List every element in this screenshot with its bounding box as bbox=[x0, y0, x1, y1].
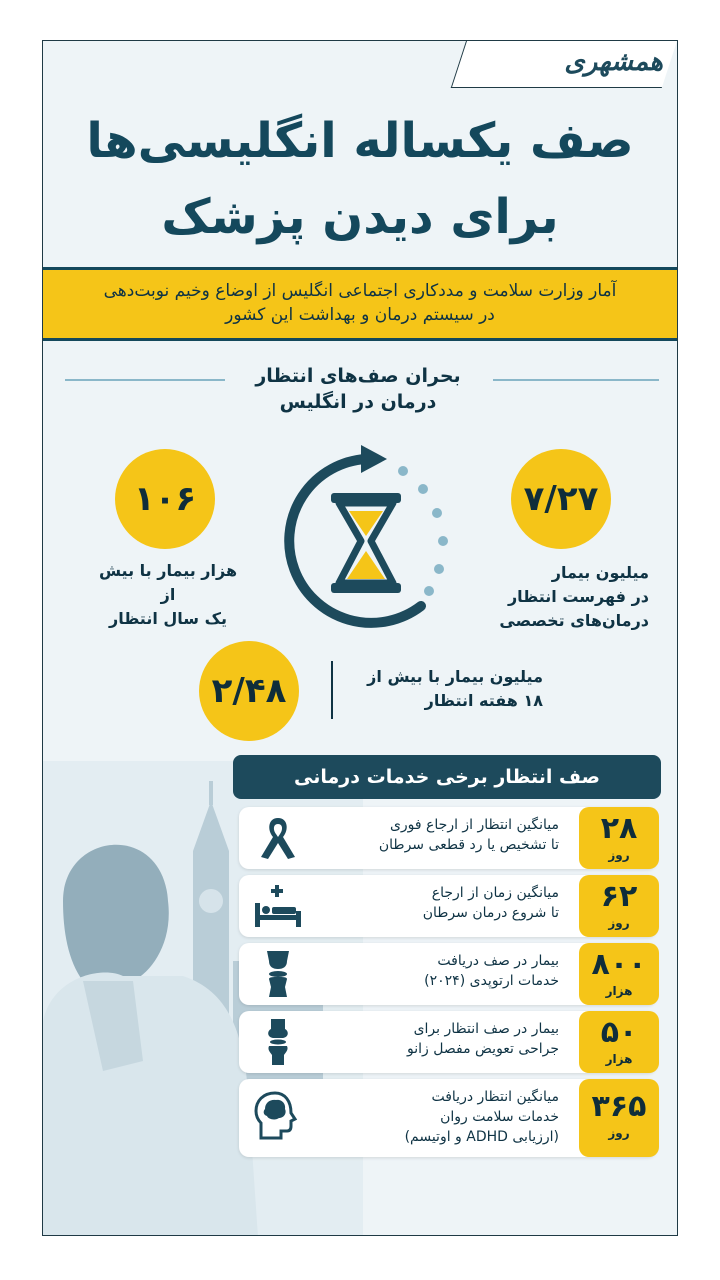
service-badge bbox=[579, 807, 659, 869]
stat-label-one-year-line-2: یک سال انتظار bbox=[109, 609, 227, 628]
stat-circle-waitlist: ۷/۲۷ bbox=[511, 449, 611, 549]
stat-circle-one-year: ۱۰۶ bbox=[115, 449, 215, 549]
stat-label-waitlist-line-2: در فهرست انتظار bbox=[507, 587, 649, 606]
service-description bbox=[329, 815, 559, 855]
bone-joint-icon bbox=[253, 949, 303, 999]
service-badge bbox=[579, 943, 659, 1005]
service-line: (ارزیابی ADHD و اوتیسم) bbox=[404, 1129, 559, 1145]
stat-label-18-weeks-line-1: میلیون بیمار با بیش از bbox=[367, 667, 543, 686]
service-row bbox=[239, 1079, 657, 1157]
stat-circle-18-weeks: ۲/۴۸ bbox=[199, 641, 299, 741]
service-row bbox=[239, 1011, 657, 1073]
service-line: بیمار در صف انتظار برای bbox=[413, 1021, 559, 1037]
stat-label-18-weeks-line-2: ۱۸ هفته انتظار bbox=[424, 691, 543, 710]
subtitle-line-1: آمار وزارت سلامت و مددکاری اجتماعی انگلیس از اوضاع وخیم نوبت‌دهی bbox=[103, 281, 617, 301]
service-number: ۸۰۰ bbox=[591, 947, 647, 982]
service-description bbox=[329, 1087, 559, 1147]
service-badge bbox=[579, 1011, 659, 1073]
crisis-title-line-1: بحران صف‌های انتظار bbox=[255, 365, 461, 387]
service-line: میانگین انتظار دریافت bbox=[431, 1089, 559, 1105]
service-line: خدمات سلامت روان bbox=[440, 1109, 559, 1125]
service-badge bbox=[579, 1079, 659, 1157]
stat-label-waitlist-line-3: درمان‌های تخصصی bbox=[499, 611, 649, 630]
crisis-title-line-2: درمان در انگلیس bbox=[279, 391, 437, 413]
service-badge bbox=[579, 875, 659, 937]
stat-label-waitlist-line-1: میلیون بیمار bbox=[551, 563, 649, 582]
service-number: ۲۸ bbox=[600, 811, 638, 846]
service-unit: هزار bbox=[605, 1052, 633, 1066]
brand-logo: همشهری bbox=[564, 47, 663, 77]
service-line: بیمار در صف دریافت bbox=[437, 953, 559, 969]
title-line-1: صف یکساله انگلیسی‌ها bbox=[86, 113, 634, 169]
service-description bbox=[329, 951, 559, 991]
knee-joint-icon bbox=[253, 1017, 303, 1067]
subtitle bbox=[63, 279, 657, 327]
service-number: ۵۰ bbox=[600, 1015, 638, 1050]
service-description bbox=[329, 1019, 559, 1059]
service-unit: روز bbox=[608, 1126, 630, 1140]
service-line: میانگین انتظار از ارجاع فوری bbox=[389, 817, 559, 833]
brain-head-icon bbox=[253, 1091, 303, 1141]
stat-label-18-weeks bbox=[343, 665, 543, 713]
service-unit: روز bbox=[608, 916, 630, 930]
stat-separator bbox=[331, 661, 333, 719]
title-line-2: برای دیدن پزشک bbox=[161, 189, 559, 245]
service-row bbox=[239, 807, 657, 869]
page-title bbox=[43, 103, 677, 255]
service-line: تا تشخیص یا رد قطعی سرطان bbox=[378, 837, 559, 853]
subtitle-line-2: در سیستم درمان و بهداشت این کشور bbox=[225, 305, 495, 325]
crisis-section-title bbox=[223, 363, 493, 415]
service-line: خدمات ارتوپدی (۲۰۲۴) bbox=[424, 973, 559, 989]
service-line: تا شروع درمان سرطان bbox=[422, 905, 559, 921]
service-row bbox=[239, 875, 657, 937]
infographic-frame bbox=[42, 40, 678, 1236]
section-divider-right bbox=[493, 379, 659, 381]
section-divider-left bbox=[65, 379, 225, 381]
service-description bbox=[329, 883, 559, 923]
service-line: جراحی تعویض مفصل زانو bbox=[407, 1041, 559, 1057]
service-line: میانگین زمان از ارجاع bbox=[431, 885, 559, 901]
service-unit: روز bbox=[608, 848, 630, 862]
service-number: ۳۶۵ bbox=[591, 1089, 647, 1124]
stat-label-waitlist bbox=[469, 561, 649, 633]
services-header: صف انتظار برخی خدمات درمانی bbox=[233, 755, 661, 799]
service-unit: هزار bbox=[605, 984, 633, 998]
hourglass-icon bbox=[261, 441, 471, 641]
stat-label-one-year-line-1: هزار بیمار با بیش از bbox=[98, 561, 238, 604]
service-number: ۶۲ bbox=[600, 879, 638, 914]
hospital-bed-icon bbox=[253, 881, 303, 931]
ribbon-icon bbox=[253, 813, 303, 863]
stat-label-one-year bbox=[93, 559, 243, 631]
service-row bbox=[239, 943, 657, 1005]
